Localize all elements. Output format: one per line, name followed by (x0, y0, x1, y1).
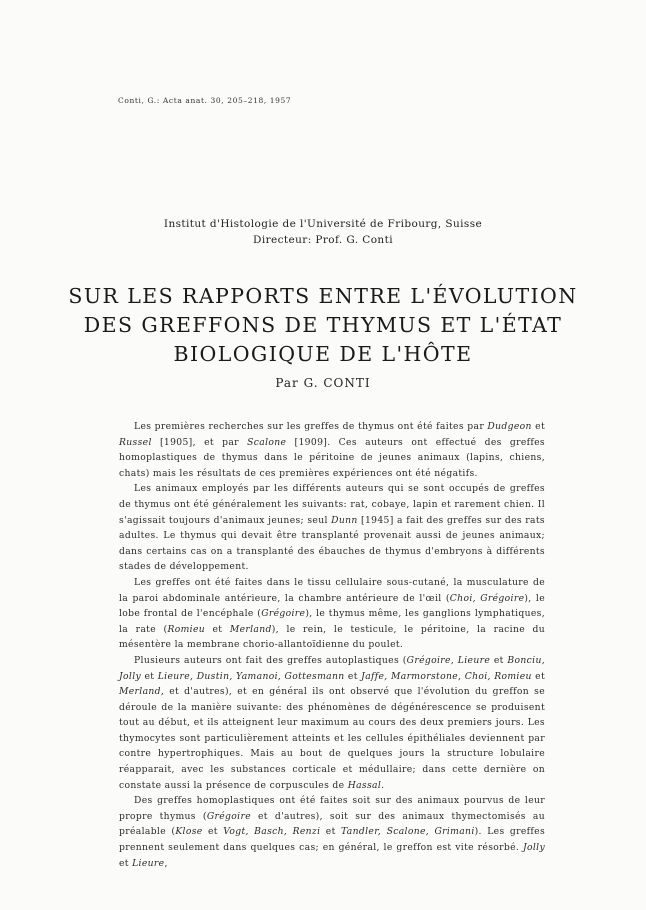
text-run: et (531, 421, 545, 432)
text-run: [1909]. Ces auteurs ont effectué des greffes homoplastiques de thymus dans le péritoine de jeunes animaux (lapins, chiens, chats) mais les résultats de ces premières expériences ont été négatifs. (119, 436, 545, 479)
text-run: [1945] a fait des greffes sur des rats adultes. Le thymus qui devait être transplanté provenait aussi de jeunes animaux; dans certains cas on a transplanté des ébauches de thymus d'embryons à différents stades de développement. (119, 514, 545, 573)
author-name: Dunn (331, 514, 358, 526)
paragraph (119, 653, 545, 793)
author-name: Merland (119, 686, 161, 698)
text-run: . (381, 779, 385, 791)
author-name: Grégoire (261, 608, 306, 620)
author-name: Tandler, Scalone, Grimani (341, 826, 475, 838)
author-name: Russel (119, 436, 152, 448)
author-name: Jaffe, Marmorstone, Choi, Romieu (361, 670, 532, 682)
author-name: Lieure (132, 857, 165, 869)
text-run: Les animaux employés par les différents auteurs qui se sont occupés de greffes de thymus ont été généralement les suivants: rat, cobaye, lapin et rarement chien. Il s'agissait toujours d'animaux jeunes; seul (119, 483, 545, 526)
title-line-3: BIOLOGIQUE DE L'HÔTE (173, 342, 473, 366)
text-run: Des greffes homoplastiques ont été faites soit sur des animaux pourvus de leur propre thymus ( (119, 795, 545, 822)
text-run: et (205, 623, 230, 635)
text-run: et (119, 857, 133, 869)
text-run: et (320, 826, 342, 838)
text-run: ), le rein, le testicule, le péritoine, la racine du mésentère la membrane chorio-allantoïdienne du poulet. (119, 623, 545, 651)
paragraph (119, 575, 545, 653)
institution-line: Institut d'Histologie de l'Université de Fribourg, Suisse (163, 218, 483, 230)
paragraph (119, 793, 545, 871)
text-run: Les premières recherches sur les greffes de thymus ont été faites par (134, 421, 488, 432)
author-name: Grégoire (206, 810, 251, 822)
text-run: ), le thymus même, les ganglions lymphatiques, la rate ( (119, 608, 545, 635)
text-run: Plusieurs auteurs ont fait des greffes autoplastiques ( (134, 654, 407, 666)
text-run: , (164, 857, 168, 869)
author-line: Par G. CONTI (275, 376, 371, 390)
text-run: , et d'autres), et en général ils ont observé que l'évolution du greffon se déroule de la manière suivante: des phénomènes de dégénérescence se produisent tout au début, et ils atteignent leur maximum au cours des deux premiers jours. Les thymocytes sont particulièrement atteints et les cellules épithéliales deviennent par contre hypertrophiques. Mais au bout de quelques jours la structure lobulaire réapparait, avec les substances corticale et médullaire; dans cette dernière on constate aussi la présence de corpuscules de (119, 686, 545, 791)
citation: Conti, G.: Acta anat. 30, 205–218, 1957 (118, 96, 292, 105)
text-run: ), le lobe frontal de l'encéphale ( (119, 592, 545, 620)
author-name: Grégoire, Lieure (406, 654, 491, 666)
text-run: et (531, 670, 546, 682)
author-name: Hassal (347, 779, 382, 791)
author-name: Bonciu, Jolly (119, 654, 545, 682)
text-run: [1905], et par (151, 436, 248, 448)
text-run: et d'autres), soit sur des animaux thymectomisés au préalable ( (119, 810, 545, 838)
text-run: Les greffes ont été faites dans le tissu cellulaire sous-cutané, la musculature de la paroi abdominale antérieure, la chambre antérieure de l'œil ( (119, 576, 545, 604)
author-name: Lieure, Dustin, Yamanoi, Gottesmann (157, 670, 345, 682)
title-line-2: DES GREFFONS DE THYMUS ET L'ÉTAT (83, 313, 563, 337)
author-name: Merland (229, 623, 272, 635)
text-run: et (202, 826, 224, 838)
body-text (119, 419, 545, 871)
author-name: Choi, Grégoire (449, 592, 525, 604)
author-name: Scalone (247, 436, 287, 448)
author-name: Jolly (522, 842, 545, 854)
author-name: Klose (175, 826, 203, 838)
paragraph (119, 419, 545, 481)
text-run: et (141, 670, 158, 682)
author-name: Vogt, Basch, Renzi (223, 826, 321, 838)
author-name: Romieu (167, 623, 206, 635)
title-line-1: SUR LES RAPPORTS ENTRE L'ÉVOLUTION (68, 284, 578, 308)
director-line: Directeur: Prof. G. Conti (253, 234, 393, 246)
text-run: et (344, 670, 362, 682)
text-run: ). Les greffes prennent seulement dans quelques cas; en général, le greffon est vite résorbé. (119, 826, 546, 854)
text-run: et (490, 654, 508, 666)
author-name: Dudgeon (487, 421, 532, 432)
paragraph (119, 481, 545, 575)
